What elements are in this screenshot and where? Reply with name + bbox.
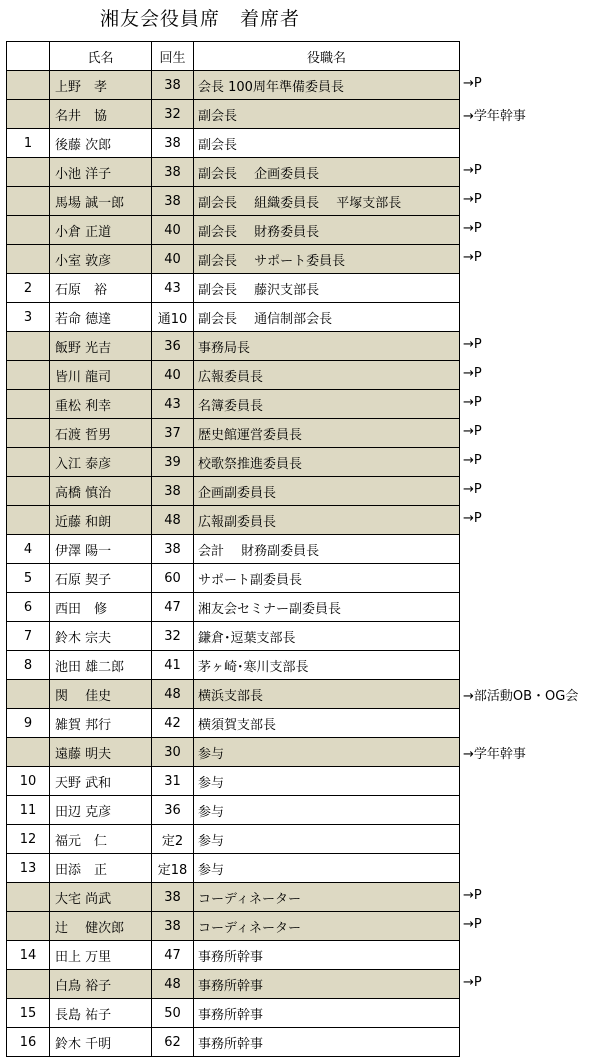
cell-num: 13 — [7, 854, 50, 883]
row-note: →P — [463, 975, 482, 990]
cell-name: 名井 協 — [50, 100, 152, 129]
cell-name: 石原 契子 — [50, 564, 152, 593]
cell-kai: 30 — [152, 738, 194, 767]
table-row — [7, 564, 460, 593]
table-row — [7, 129, 460, 158]
cell-num: 2 — [7, 274, 50, 303]
cell-kai: 50 — [152, 999, 194, 1028]
table-row — [7, 274, 460, 303]
cell-kai: 38 — [152, 912, 194, 941]
cell-kai: 48 — [152, 680, 194, 709]
cell-role: 副会長 財務委員長 — [194, 216, 460, 245]
table-row — [7, 332, 460, 361]
table-header-row — [7, 42, 460, 71]
cell-num — [7, 506, 50, 535]
cell-num — [7, 187, 50, 216]
cell-role: 企画副委員長 — [194, 477, 460, 506]
cell-num — [7, 738, 50, 767]
cell-role: コーディネーター — [194, 912, 460, 941]
cell-role: 会長 100周年準備委員長 — [194, 71, 460, 100]
table-row — [7, 506, 460, 535]
row-note: →P — [463, 366, 482, 381]
cell-role: 名簿委員長 — [194, 390, 460, 419]
cell-num — [7, 477, 50, 506]
cell-name: 長島 祐子 — [50, 999, 152, 1028]
cell-num: 11 — [7, 796, 50, 825]
cell-name: 若命 德達 — [50, 303, 152, 332]
cell-name: 池田 雄二郎 — [50, 651, 152, 680]
cell-kai: 38 — [152, 71, 194, 100]
table-row — [7, 622, 460, 651]
cell-num — [7, 419, 50, 448]
header-kai: 回生 — [152, 42, 194, 71]
cell-role: 横浜支部長 — [194, 680, 460, 709]
cell-kai: 42 — [152, 709, 194, 738]
cell-name: 入江 泰彦 — [50, 448, 152, 477]
cell-num: 15 — [7, 999, 50, 1028]
cell-name: 飯野 光吉 — [50, 332, 152, 361]
table-row — [7, 854, 460, 883]
row-note: →P — [463, 337, 482, 352]
cell-role: 湘友会セミナー副委員長 — [194, 593, 460, 622]
cell-kai: 37 — [152, 419, 194, 448]
cell-kai: 40 — [152, 361, 194, 390]
cell-kai: 38 — [152, 158, 194, 187]
cell-name: 小室 敦彦 — [50, 245, 152, 274]
cell-name: 後藤 次郎 — [50, 129, 152, 158]
row-note: →P — [463, 76, 482, 91]
cell-kai: 40 — [152, 245, 194, 274]
cell-kai: 38 — [152, 477, 194, 506]
cell-name: 白鳥 裕子 — [50, 970, 152, 999]
row-note: →P — [463, 482, 482, 497]
cell-num: 14 — [7, 941, 50, 970]
cell-num — [7, 970, 50, 999]
cell-name: 石原 裕 — [50, 274, 152, 303]
cell-name: 辻 健次郎 — [50, 912, 152, 941]
table-row — [7, 941, 460, 970]
cell-role: 事務所幹事 — [194, 970, 460, 999]
table-row — [7, 71, 460, 100]
cell-role: 参与 — [194, 767, 460, 796]
table-row — [7, 651, 460, 680]
row-note: →P — [463, 395, 482, 410]
cell-num — [7, 883, 50, 912]
cell-name: 伊澤 陽一 — [50, 535, 152, 564]
cell-num: 4 — [7, 535, 50, 564]
cell-role: 参与 — [194, 854, 460, 883]
row-note: →P — [463, 192, 482, 207]
cell-kai: 47 — [152, 941, 194, 970]
cell-num — [7, 71, 50, 100]
cell-num: 6 — [7, 593, 50, 622]
cell-role: サポート副委員長 — [194, 564, 460, 593]
cell-role: 会計 財務副委員長 — [194, 535, 460, 564]
cell-num: 12 — [7, 825, 50, 854]
cell-kai: 定2 — [152, 825, 194, 854]
cell-role: 事務所幹事 — [194, 1028, 460, 1057]
table-row — [7, 883, 460, 912]
table-row — [7, 361, 460, 390]
cell-role: 副会長 組織委員長 平塚支部長 — [194, 187, 460, 216]
row-note: →学年幹事 — [463, 109, 526, 124]
cell-kai: 32 — [152, 100, 194, 129]
cell-name: 田辺 克彦 — [50, 796, 152, 825]
cell-name: 近藤 和朗 — [50, 506, 152, 535]
cell-kai: 36 — [152, 796, 194, 825]
cell-num — [7, 245, 50, 274]
row-note: →P — [463, 163, 482, 178]
cell-num — [7, 390, 50, 419]
row-note: →P — [463, 250, 482, 265]
cell-role: 広報委員長 — [194, 361, 460, 390]
cell-num — [7, 332, 50, 361]
cell-role: 事務所幹事 — [194, 999, 460, 1028]
table-row — [7, 767, 460, 796]
header-num — [7, 42, 50, 71]
cell-role: 校歌祭推進委員長 — [194, 448, 460, 477]
cell-num: 5 — [7, 564, 50, 593]
row-note: →P — [463, 453, 482, 468]
cell-num — [7, 680, 50, 709]
cell-num — [7, 361, 50, 390]
cell-role: 事務所幹事 — [194, 941, 460, 970]
cell-num: 10 — [7, 767, 50, 796]
cell-name: 小池 洋子 — [50, 158, 152, 187]
cell-kai: 40 — [152, 216, 194, 245]
table-row — [7, 912, 460, 941]
page-title: 湘友会役員席 着席者 — [100, 8, 301, 30]
cell-num: 9 — [7, 709, 50, 738]
cell-name: 鈴木 千明 — [50, 1028, 152, 1057]
cell-name: 上野 孝 — [50, 71, 152, 100]
table-row — [7, 187, 460, 216]
cell-name: 関 佳史 — [50, 680, 152, 709]
cell-kai: 60 — [152, 564, 194, 593]
table-row — [7, 593, 460, 622]
table-row — [7, 158, 460, 187]
cell-kai: 48 — [152, 970, 194, 999]
cell-name: 馬場 誠一郎 — [50, 187, 152, 216]
table-row — [7, 245, 460, 274]
table-row — [7, 100, 460, 129]
cell-role: 茅ヶ崎･寒川支部長 — [194, 651, 460, 680]
cell-name: 高橋 慎治 — [50, 477, 152, 506]
table-row — [7, 216, 460, 245]
header-role: 役職名 — [194, 42, 460, 71]
cell-name: 福元 仁 — [50, 825, 152, 854]
table-body — [7, 71, 460, 1057]
row-note: →部活動OB・OG会 — [463, 689, 579, 704]
cell-role: 副会長 通信制部会長 — [194, 303, 460, 332]
cell-name: 雑賀 邦行 — [50, 709, 152, 738]
cell-name: 小倉 正道 — [50, 216, 152, 245]
cell-role: 参与 — [194, 738, 460, 767]
header-name: 氏名 — [50, 42, 152, 71]
cell-num — [7, 100, 50, 129]
cell-role: 副会長 サポート委員長 — [194, 245, 460, 274]
cell-kai: 39 — [152, 448, 194, 477]
table-row — [7, 738, 460, 767]
cell-num: 8 — [7, 651, 50, 680]
cell-role: 広報副委員長 — [194, 506, 460, 535]
officer-table — [6, 41, 460, 1057]
table-row — [7, 303, 460, 332]
table-row — [7, 535, 460, 564]
cell-name: 西田 修 — [50, 593, 152, 622]
cell-num — [7, 912, 50, 941]
cell-num — [7, 448, 50, 477]
cell-role: 副会長 — [194, 100, 460, 129]
cell-kai: 38 — [152, 187, 194, 216]
cell-name: 遠藤 明夫 — [50, 738, 152, 767]
table-row — [7, 390, 460, 419]
cell-kai: 31 — [152, 767, 194, 796]
cell-role: 横須賀支部長 — [194, 709, 460, 738]
cell-kai: 36 — [152, 332, 194, 361]
cell-kai: 62 — [152, 1028, 194, 1057]
cell-num: 3 — [7, 303, 50, 332]
table-row — [7, 477, 460, 506]
cell-kai: 38 — [152, 883, 194, 912]
cell-kai: 32 — [152, 622, 194, 651]
row-note: →P — [463, 221, 482, 236]
cell-num: 16 — [7, 1028, 50, 1057]
cell-name: 田添 正 — [50, 854, 152, 883]
cell-role: 参与 — [194, 796, 460, 825]
cell-kai: 43 — [152, 274, 194, 303]
cell-kai: 38 — [152, 535, 194, 564]
table-row — [7, 448, 460, 477]
cell-role: 鎌倉･逗葉支部長 — [194, 622, 460, 651]
cell-kai: 47 — [152, 593, 194, 622]
cell-num: 1 — [7, 129, 50, 158]
cell-role: 副会長 藤沢支部長 — [194, 274, 460, 303]
cell-name: 天野 武和 — [50, 767, 152, 796]
cell-kai: 48 — [152, 506, 194, 535]
cell-num: 7 — [7, 622, 50, 651]
table-row — [7, 709, 460, 738]
cell-name: 石渡 哲男 — [50, 419, 152, 448]
table-row — [7, 970, 460, 999]
cell-role: 歴史館運営委員長 — [194, 419, 460, 448]
cell-kai: 43 — [152, 390, 194, 419]
cell-role: 参与 — [194, 825, 460, 854]
cell-name: 田上 万里 — [50, 941, 152, 970]
cell-role: 副会長 — [194, 129, 460, 158]
cell-role: 事務局長 — [194, 332, 460, 361]
cell-role: 副会長 企画委員長 — [194, 158, 460, 187]
cell-role: コーディネーター — [194, 883, 460, 912]
cell-name: 大宅 尚武 — [50, 883, 152, 912]
cell-name: 重松 利幸 — [50, 390, 152, 419]
table-row — [7, 999, 460, 1028]
table-row — [7, 825, 460, 854]
cell-num — [7, 158, 50, 187]
row-note: →P — [463, 424, 482, 439]
row-note: →P — [463, 917, 482, 932]
cell-num — [7, 216, 50, 245]
row-note: →P — [463, 511, 482, 526]
cell-name: 皆川 龍司 — [50, 361, 152, 390]
table-row — [7, 1028, 460, 1057]
row-note: →P — [463, 888, 482, 903]
table-row — [7, 419, 460, 448]
table-row — [7, 796, 460, 825]
cell-kai: 38 — [152, 129, 194, 158]
table-row — [7, 680, 460, 709]
cell-kai: 通10 — [152, 303, 194, 332]
cell-kai: 定18 — [152, 854, 194, 883]
cell-kai: 41 — [152, 651, 194, 680]
cell-name: 鈴木 宗夫 — [50, 622, 152, 651]
row-note: →学年幹事 — [463, 747, 526, 762]
